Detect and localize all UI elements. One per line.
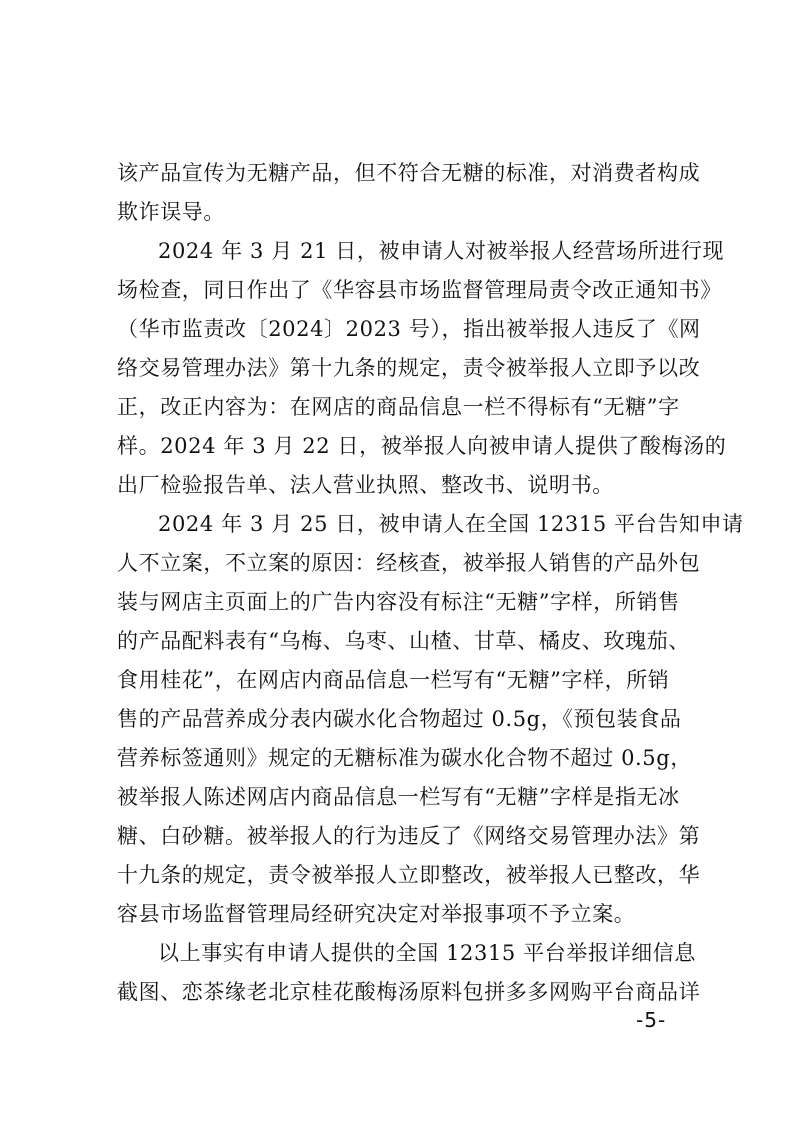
text-line: 容县市场监督管理局经研究决定对举报事项不予立案。 [117, 902, 636, 926]
text-line: 被举报人陈述网店内商品信息一栏写有“无糖”字样是指无冰 [117, 785, 680, 809]
text-line: 该产品宣传为无糖产品，但不符合无糖的标准，对消费者构成 [117, 161, 701, 185]
text-line: 十九条的规定，责令被举报人立即整改，被举报人已整改，华 [117, 863, 701, 887]
page-number: -5- [636, 1008, 667, 1032]
text-line: （华市监责改〔2024〕2023 号），指出被举报人违反了《网 [117, 317, 701, 341]
text-line: 食用桂花”，在网店内商品信息一栏写有“无糖”字样，所销 [117, 668, 670, 692]
text-line: 2024 年 3 月 21 日，被申请人对被举报人经营场所进行现 [158, 239, 725, 263]
text-line: 营养标签通则》规定的无糖标准为碳水化合物不超过 0.5g， [117, 746, 692, 770]
text-line: 截图、恋茶缘老北京桂花酸梅汤原料包拼多多网购平台商品详 [117, 980, 701, 1004]
text-line: 糖、白砂糖。被举报人的行为违反了《网络交易管理办法》第 [117, 824, 701, 848]
text-line: 出厂检验报告单、法人营业执照、整改书、说明书。 [117, 473, 614, 497]
text-line: 的产品配料表有“乌梅、乌枣、山楂、甘草、橘皮、玫瑰茄、 [117, 629, 690, 653]
text-line: 欺诈误导。 [117, 200, 225, 224]
text-line: 装与网店主页面上的广告内容没有标注“无糖”字样，所销售 [117, 590, 680, 614]
text-line: 正，改正内容为：在网店的商品信息一栏不得标有“无糖”字 [117, 395, 680, 419]
text-line: 2024 年 3 月 25 日，被申请人在全国 12315 平台告知申请 [158, 512, 744, 536]
text-line: 场检查，同日作出了《华容县市场监督管理局责令改正通知书》 [117, 278, 722, 302]
text-line: 售的产品营养成分表内碳水化合物超过 0.5g，《预包装食品 [117, 707, 682, 731]
text-line: 以上事实有申请人提供的全国 12315 平台举报详细信息 [158, 941, 696, 965]
text-line: 样。2024 年 3 月 22 日，被举报人向被申请人提供了酸梅汤的 [117, 434, 727, 458]
text-line: 人不立案，不立案的原因：经核查，被举报人销售的产品外包 [117, 551, 701, 575]
text-line: 络交易管理办法》第十九条的规定，责令被举报人立即予以改 [117, 356, 701, 380]
